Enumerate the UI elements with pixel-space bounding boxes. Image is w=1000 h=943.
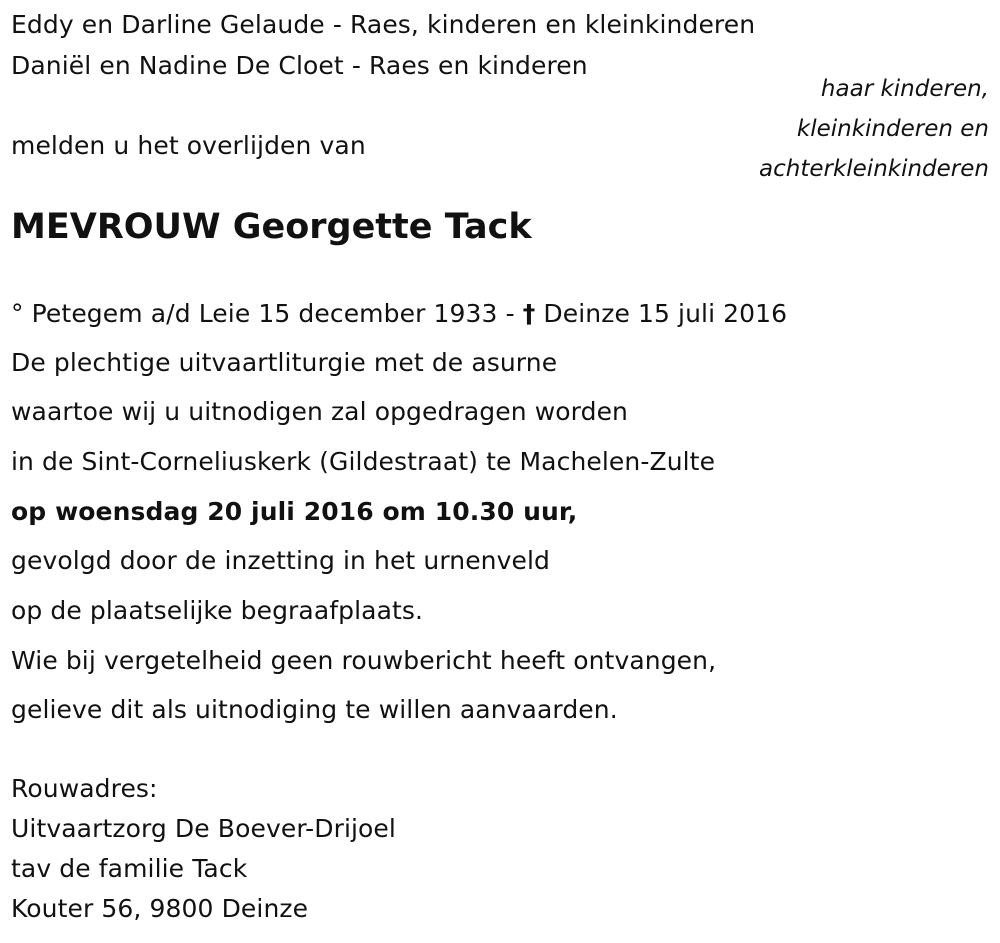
relatives-line-1: haar kinderen, bbox=[820, 76, 989, 102]
death-text: Deinze 15 juli 2016 bbox=[535, 299, 788, 328]
ceremony-date-time: op woensdag 20 juli 2016 om 10.30 uur, bbox=[11, 497, 578, 526]
ceremony-line-5: gevolgd door de inzetting in het urnenveld bbox=[11, 546, 551, 575]
ceremony-line-6: op de plaatselijke begraafplaats. bbox=[11, 596, 424, 625]
address-line-1: Uitvaartzorg De Boever-Drijoel bbox=[11, 814, 396, 843]
relatives-line-2: kleinkinderen en bbox=[796, 116, 989, 142]
cross-icon: † bbox=[522, 299, 536, 328]
deceased-name: MEVROUW Georgette Tack bbox=[11, 207, 532, 247]
ceremony-line-3: in de Sint-Corneliuskerk (Gildestraat) te Machelen-Zulte bbox=[11, 447, 716, 476]
ceremony-line-7: Wie bij vergetelheid geen rouwbericht heeft ontvangen, bbox=[11, 646, 717, 675]
family-line-2: Daniël en Nadine De Cloet - Raes en kinderen bbox=[11, 51, 588, 80]
life-dates bbox=[11, 299, 787, 329]
ceremony-line-8: gelieve dit als uitnodiging te willen aanvaarden. bbox=[11, 695, 618, 724]
ceremony-line-1: De plechtige uitvaartliturgie met de asurne bbox=[11, 348, 558, 377]
ceremony-line-2: waartoe wij u uitnodigen zal opgedragen worden bbox=[11, 397, 628, 426]
family-line-1: Eddy en Darline Gelaude - Raes, kinderen en kleinkinderen bbox=[11, 10, 756, 39]
relatives-line-3: achterkleinkinderen bbox=[759, 156, 989, 182]
birth-text: ° Petegem a/d Leie 15 december 1933 - bbox=[11, 299, 523, 328]
address-line-3: Kouter 56, 9800 Deinze bbox=[11, 894, 309, 923]
address-line-2: tav de familie Tack bbox=[11, 854, 248, 883]
address-label: Rouwadres: bbox=[11, 774, 158, 803]
announce-text: melden u het overlijden van bbox=[11, 131, 366, 160]
